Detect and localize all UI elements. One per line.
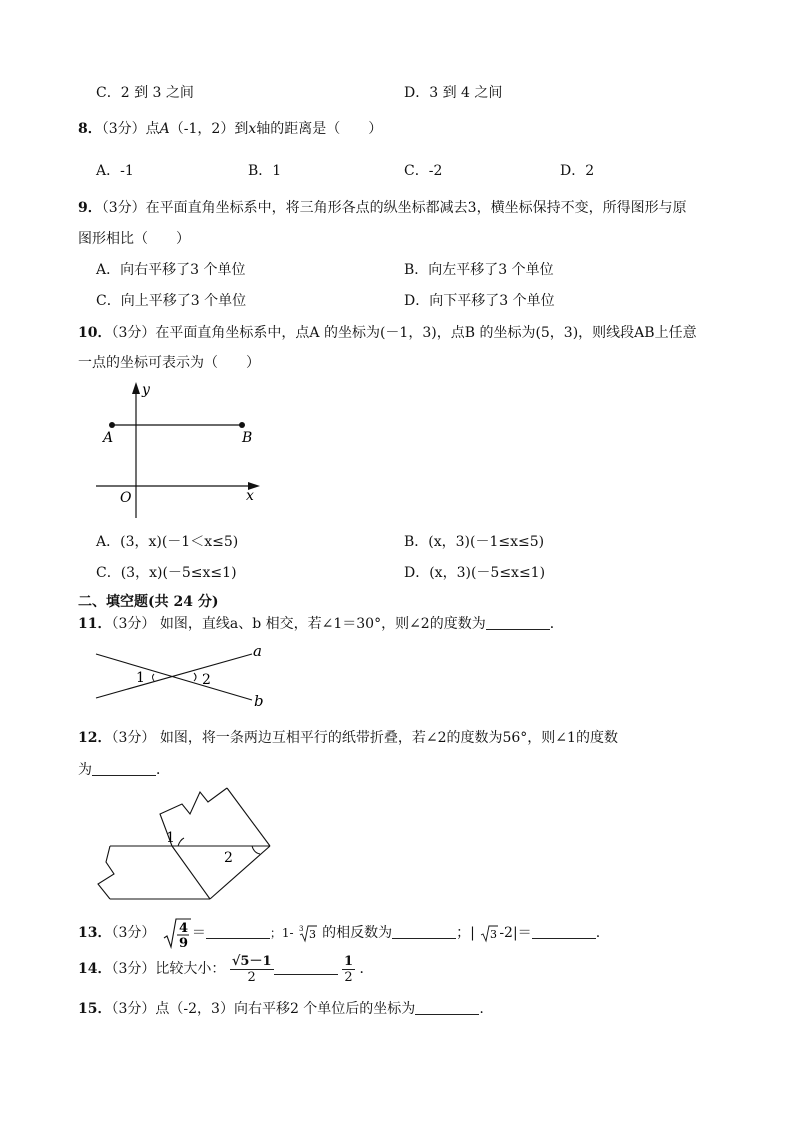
q11-figure: [90, 642, 280, 710]
angle-2-label: 2: [202, 672, 211, 688]
x-axis-label: x: [246, 488, 254, 504]
q10-score: （3分）: [111, 325, 156, 341]
q15-answer-blank[interactable]: [415, 1000, 479, 1015]
q11-text: 如图，直线a、b 相交，若∠1＝30°，则∠2的度数为: [159, 616, 486, 632]
q11-end: ．: [549, 616, 564, 632]
sqrt3-radicand: 3: [490, 928, 498, 941]
q14-fraction-2: [342, 954, 355, 985]
point-a: [109, 422, 115, 428]
sqrt3-icon: [479, 923, 499, 943]
origin-label: O: [120, 490, 132, 506]
q9-stem-line1: [78, 197, 687, 217]
angle-2-label: 2: [224, 850, 233, 866]
q12-end: ．: [156, 762, 170, 778]
q13-end: .: [595, 925, 601, 941]
q11-answer-blank[interactable]: [486, 615, 550, 630]
q8-text-b: 轴的距离是（ ）: [256, 121, 383, 137]
q13-mid: 的相反数为: [322, 925, 393, 941]
point-b: [239, 422, 245, 428]
q9-option-d: D．向下平移了3 个单位: [404, 293, 555, 309]
q13-abs-tail: -2|＝: [499, 925, 532, 941]
point-b-label: B: [242, 430, 253, 446]
q12-text1: 如图，将一条两边互相平行的纸带折叠，若∠2的度数为56°，则∠1的度数: [159, 730, 618, 746]
q10-option-b: B．(x，3)(－1≤x≤5): [404, 534, 545, 550]
angle-2-arc: [194, 673, 196, 681]
q14-fraction-2-denominator: 2: [344, 969, 353, 985]
q10-coordinate-graph: [90, 378, 270, 523]
q13-answer-blank-1[interactable]: [206, 924, 270, 939]
fold-inner-edge: [172, 846, 210, 899]
sqrt-denominator: 9: [178, 936, 188, 950]
q13-score: （3分）: [111, 925, 156, 941]
q9-number: 9．: [78, 200, 102, 216]
q8-option-a: A．-1: [96, 163, 134, 179]
q11-number: 11．: [78, 616, 112, 632]
cube-root-icon: [298, 923, 318, 943]
cube-root-radicand: 3: [309, 928, 317, 941]
q12-answer-blank[interactable]: [92, 761, 156, 776]
q9-option-b: B．向左平移了3 个单位: [404, 262, 554, 278]
q12-folded-strip-figure: [92, 784, 282, 904]
y-axis-label: y: [142, 382, 150, 398]
q8-coord: （-1，2）到: [169, 121, 249, 137]
q13-equals: ＝: [191, 925, 206, 941]
angle-1-arc: [153, 674, 155, 681]
angle-1-arc: [178, 838, 184, 846]
q9-score: （3分）: [101, 200, 146, 216]
fold-right-edge: [227, 788, 270, 846]
q13-sep1: ；1-: [269, 926, 294, 940]
q14-fraction-2-numerator: 1: [343, 953, 353, 969]
q12-stem-line2: [78, 759, 170, 779]
q8-stem: [78, 118, 382, 138]
q15-text: 点（-2，3）向右平移2 个单位后的坐标为: [155, 1001, 416, 1017]
q10-option-a: A．(3，x)(－1＜x≤5): [96, 534, 239, 550]
q15-score: （3分）: [111, 1001, 156, 1017]
q10-option-d: D．(x，3)(－5≤x≤1): [404, 565, 546, 581]
q8-text-a: 点: [145, 121, 160, 137]
line-a-label: a: [253, 642, 262, 660]
q10-stem-line2: 一点的坐标可表示为（ ）: [78, 355, 260, 371]
point-a-label: A: [103, 430, 114, 446]
q9-stem-line2: 图形相比（ ）: [78, 231, 190, 247]
q11-stem: [78, 613, 564, 633]
q14-fraction-1-denominator: 2: [247, 969, 256, 985]
q9-option-a: A．向右平移了3 个单位: [96, 262, 246, 278]
q8-axis: x: [248, 121, 257, 137]
q12-stem-line1: [78, 727, 618, 747]
q8-option-c: C．-2: [404, 163, 443, 179]
q14-number: 14．: [78, 961, 112, 977]
strip-left-torn-edge: [98, 846, 114, 899]
q11-score: （3分）: [111, 616, 156, 632]
q13-stem: [78, 916, 600, 952]
q9-text1: 在平面直角坐标系中，将三角形各点的纵坐标都减去3，横坐标保持不变，所得图形与原: [145, 200, 687, 216]
q10-stem-line1: [78, 322, 697, 342]
sqrt-fraction-icon: [162, 916, 192, 950]
q13-number: 13．: [78, 925, 112, 941]
q9-option-c: C．向上平移了3 个单位: [96, 293, 247, 309]
q8-option-d: D．2: [560, 163, 595, 179]
q12-number: 12．: [78, 730, 112, 746]
cube-root-index: 3: [299, 925, 304, 933]
q8-option-b: B．1: [248, 163, 282, 179]
q7-option-c: C．2 到 3 之间: [96, 85, 194, 101]
q13-answer-blank-2[interactable]: [392, 924, 456, 939]
q14-score: （3分）: [111, 961, 156, 977]
q8-number: 8．: [78, 121, 102, 137]
q14-answer-blank[interactable]: [274, 960, 338, 975]
q7-option-d: D．3 到 4 之间: [404, 85, 503, 101]
sqrt-numerator: 4: [178, 921, 188, 936]
fold-crease: [210, 846, 270, 899]
q15-end: .: [479, 1001, 484, 1017]
section-title: 二、填空题(共 24 分): [78, 594, 219, 610]
q14-fraction-1: [230, 954, 274, 985]
q10-number: 10．: [78, 325, 112, 341]
q14-text: 比较大小：: [155, 961, 226, 977]
q8-score: （3分）: [101, 121, 146, 137]
angle-1-label: 1: [166, 830, 175, 846]
q10-option-c: C．(3，x)(－5≤x≤1): [96, 565, 237, 581]
line-b-label: b: [254, 692, 264, 710]
q13-answer-blank-3[interactable]: [532, 924, 596, 939]
q12-score: （3分）: [111, 730, 156, 746]
q14-end: ．: [359, 961, 374, 977]
y-axis-arrow-icon: [132, 382, 140, 394]
q15-stem: [78, 998, 484, 1018]
q14-fraction-1-numerator: √5－1: [231, 953, 272, 969]
q12-text2: 为: [78, 762, 92, 778]
q13-sep2: ；|: [456, 925, 475, 941]
angle-1-label: 1: [136, 670, 145, 686]
q15-number: 15．: [78, 1001, 112, 1017]
angle-2-arc: [252, 846, 260, 854]
q14-stem: [78, 952, 373, 988]
q10-text1: 在平面直角坐标系中，点A 的坐标为(－1，3)，点B 的坐标为(5，3)，则线段AB上任意: [155, 325, 697, 341]
q8-point: A: [159, 121, 170, 137]
